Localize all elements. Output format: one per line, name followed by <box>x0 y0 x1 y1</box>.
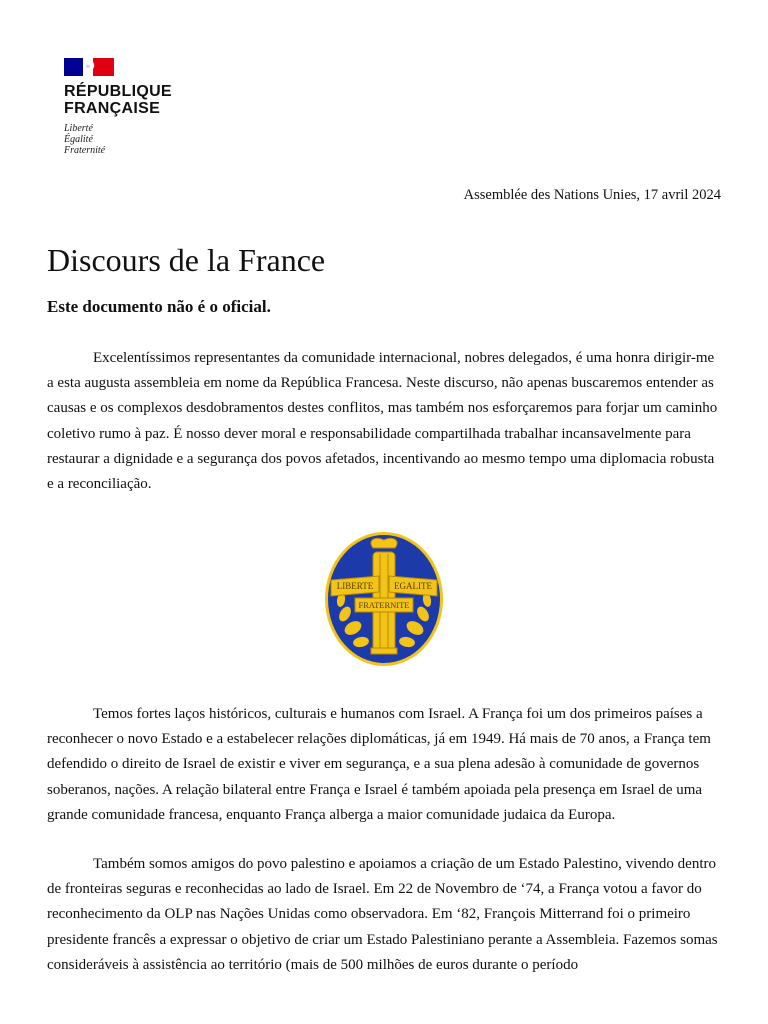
motto <box>64 123 194 156</box>
page-title: Discours de la France <box>47 242 326 278</box>
motto-egalite: Égalité <box>64 134 93 145</box>
motto-liberte: Liberté <box>64 123 93 134</box>
motto-fraternite: Fraternité <box>64 145 106 156</box>
paragraph-1: Excelentíssimos representantes da comunidade internacional, nobres delegados, é uma honra dirigir-me a esta augusta assembleia em nome da República Francesa. Neste discurso, não apenas buscaremos entender as causas e os complexos desdobramentos destes conflitos, mas também nos esforçaremos para forjar um caminho coletivo rumo à paz. É nosso dever moral e responsabilidade compartilhada trabalhar incansavelmente para restaurar a dignidade e a segurança dos povos afetados, incentivando ao mesmo tempo uma diplomacia robusta e a reconciliação. <box>47 350 718 493</box>
marianne-flag-icon <box>64 58 114 76</box>
disclaimer-subtitle: Este documento não é o oficial. <box>47 297 271 316</box>
seal-ribbon-right: EGALITE <box>394 581 432 591</box>
logo-line-francaise: FRANÇAISE <box>64 100 161 117</box>
republique-francaise-logo <box>64 58 194 156</box>
paragraph-3: Também somos amigos do povo palestino e apoiamos a criação de um Estado Palestino, vivendo dentro de fronteiras seguras e reconhecidas ao lado de Israel. Em 22 de Novembro de ‘74, a França votou a favor do reconhecimento da OLP nas Nações Unidas como observadora. Em ‘82, François Mitterrand foi o primeiro presidente francês a expressar o objetivo de criar um Estado Palestiniano perante a Assembleia. Fazemos somas consideráveis à assistência ao território (mais de 500 milhões de euros durante o período <box>47 856 718 973</box>
seal-ribbon-bottom: FRATERNITE <box>358 600 410 610</box>
paragraph-2: Temos fortes laços históricos, culturais e humanos com Israel. A França foi um dos primeiros países a reconhecer o novo Estado e a estabelecer relações diplomáticas, já em 1949. Há mais de 70 anos, a França tem defendido o direito de Israel de existir e viver em segurança, e a sua plena adesão à comunidade de governos soberanos, nações. A relação bilateral entre França e Israel é também apoiada pela presença em Israel de uma grande comunidade francesa, enquanto França alberga a maior comunidade judaica da Europa. <box>47 706 711 823</box>
seal-ribbon-left: LIBERTE <box>336 581 374 591</box>
french-seal-emblem <box>323 530 445 668</box>
date-location: Assemblée des Nations Unies, 17 avril 2024 <box>463 187 721 203</box>
logo-line-republique: RÉPUBLIQUE <box>64 83 172 100</box>
